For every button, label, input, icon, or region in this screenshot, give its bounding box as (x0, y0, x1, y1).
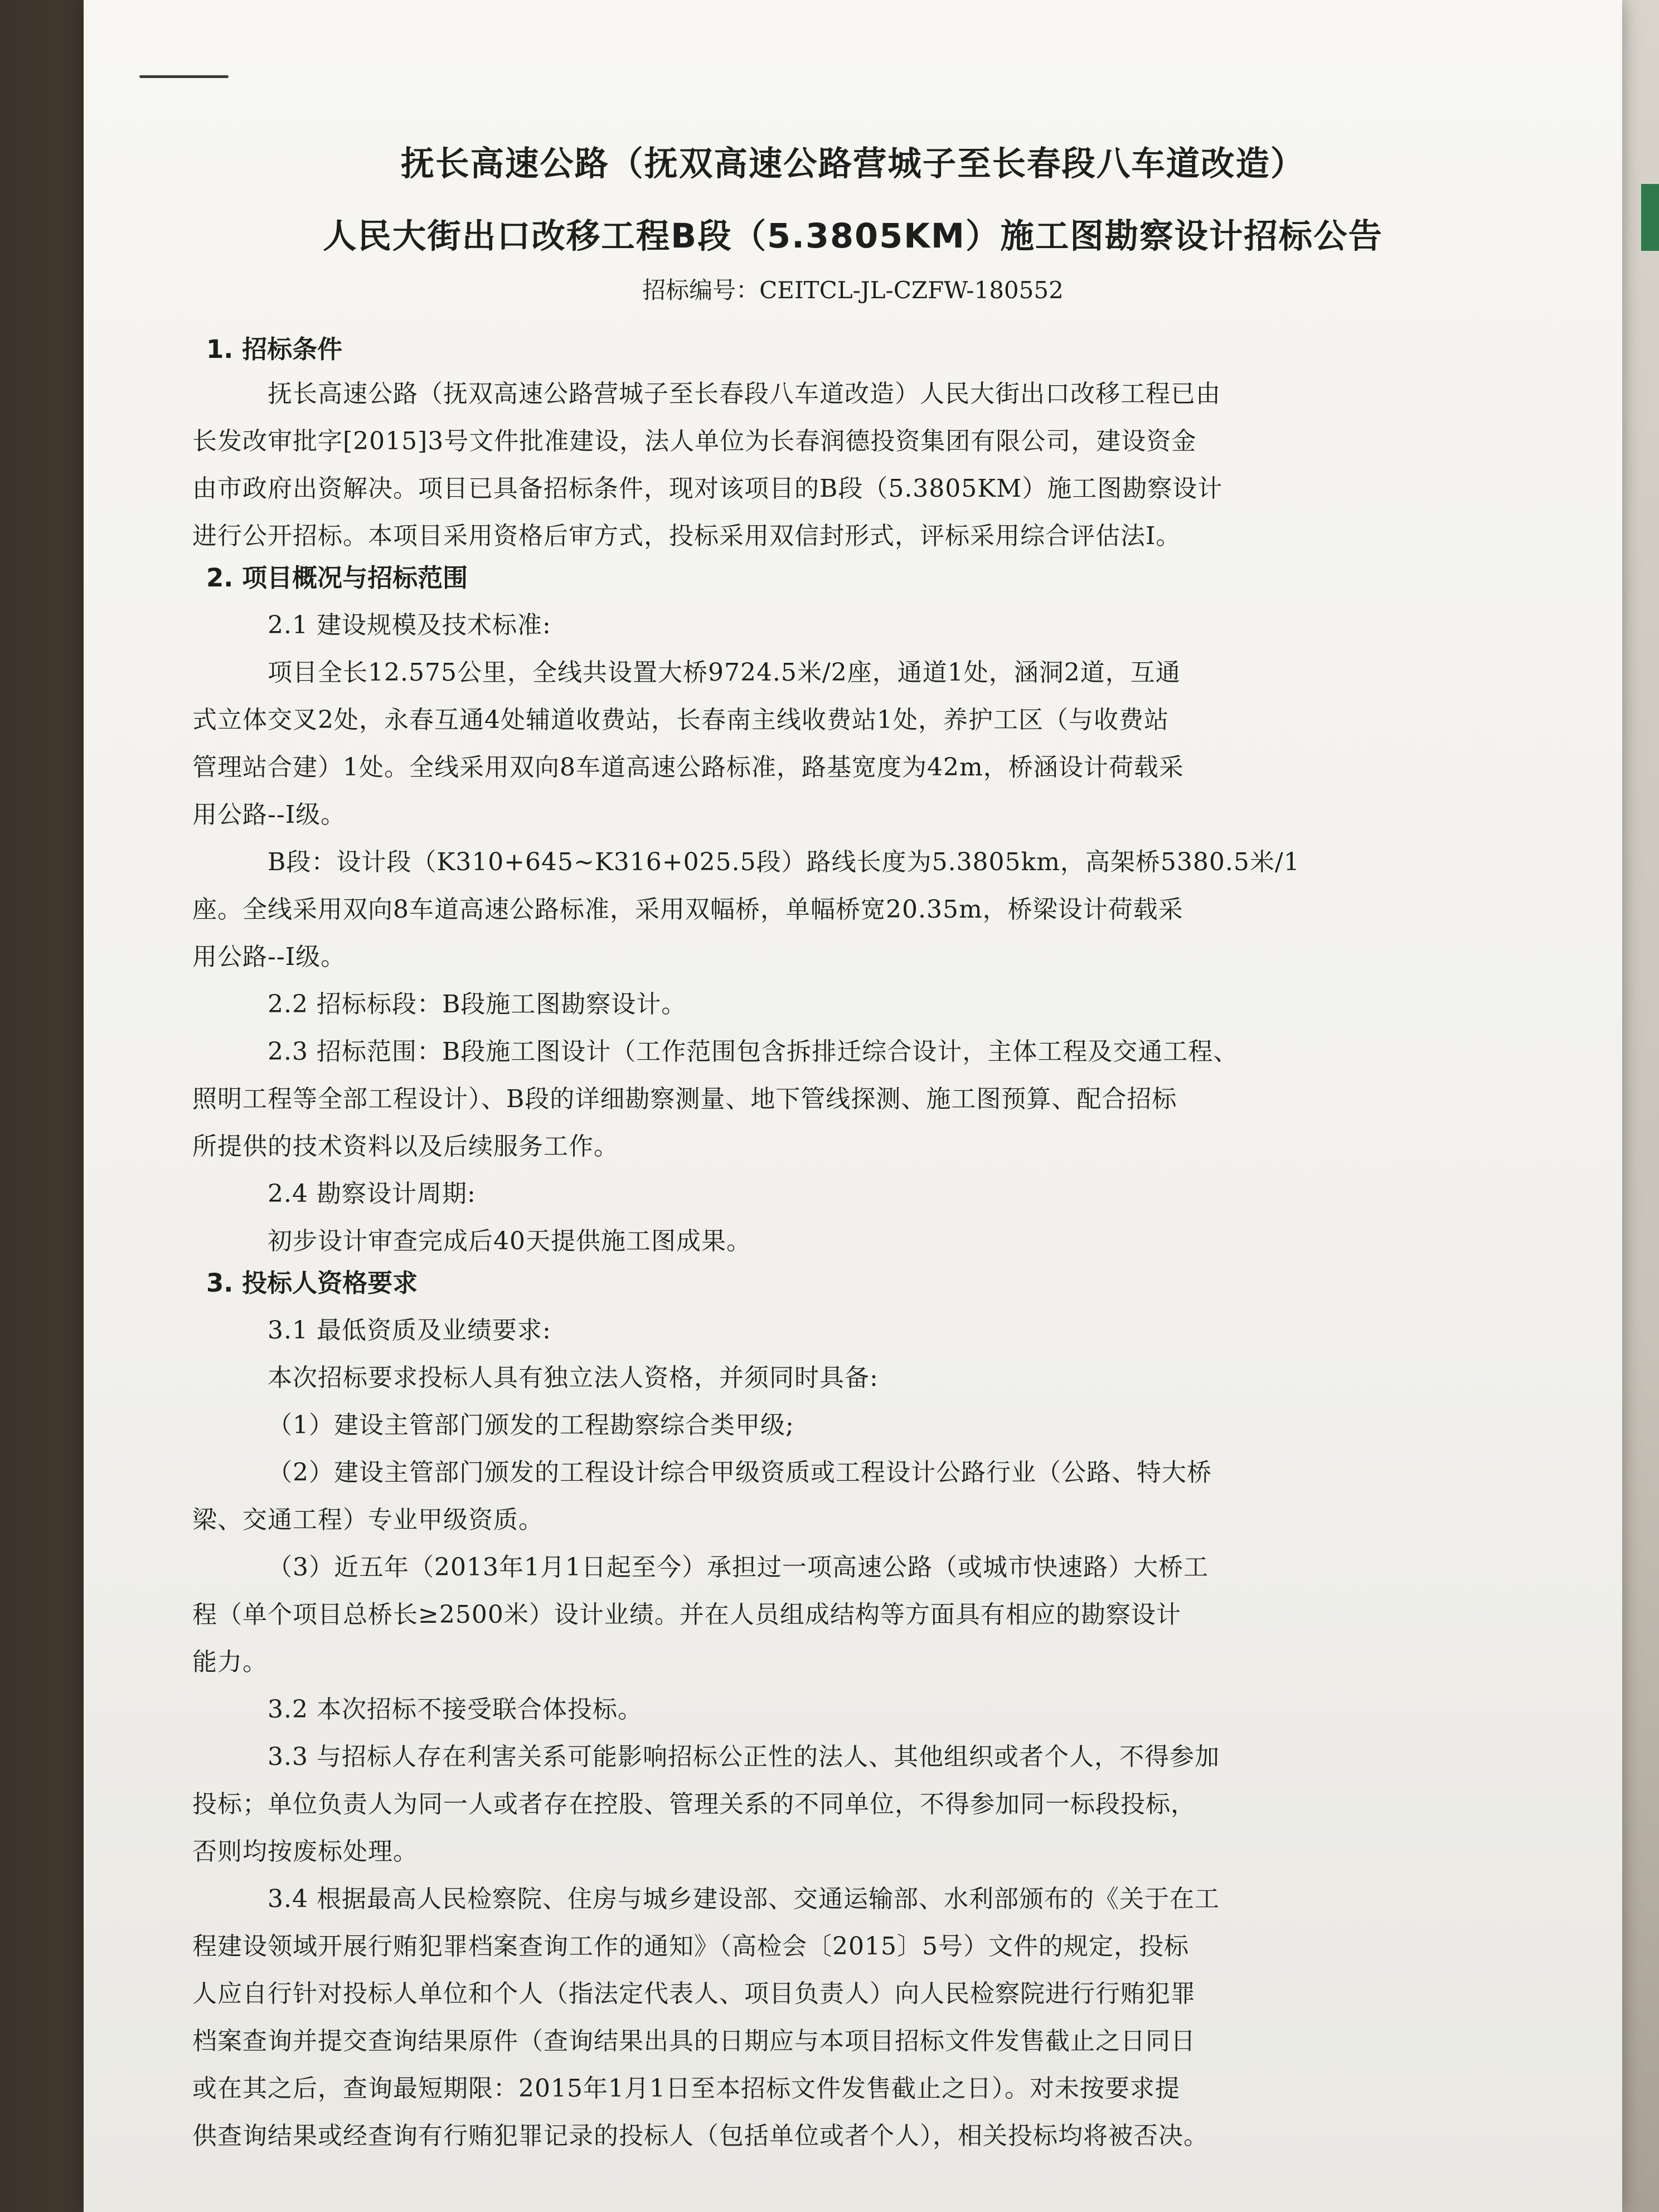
section-3-1-item-3-line: 程（单个项目总桥长≥2500米）设计业绩。并在人员组成结构等方面具有相应的勘察设计 (192, 1600, 1181, 1629)
section-2-1b-line: 座。全线采用双向8车道高速公路标准，采用双幅桥，单幅桥宽20.35m，桥梁设计荷载采 (192, 895, 1183, 924)
section-1-line: 进行公开招标。本项目采用资格后审方式，投标采用双信封形式，评标采用综合评估法I。 (192, 522, 1181, 550)
section-2-1-line: 用公路--I级。 (192, 801, 346, 829)
section-3-1-item-2-line: （2）建设主管部门颁发的工程设计综合甲级资质或工程设计公路行业（公路、特大桥 (268, 1458, 1212, 1487)
document-page (84, 0, 1622, 2212)
title-line-2: 人民大街出口改移工程B段（5.3805KM）施工图勘察设计招标公告 (323, 217, 1383, 256)
section-3-3-line: 3.3 与招标人存在利害关系可能影响招标公正性的法人、其他组织或者个人，不得参加 (268, 1743, 1220, 1771)
bid-number: 招标编号：CEITCL-JL-CZFW-180552 (642, 276, 1064, 304)
section-2-1-line: 管理站合建）1处。全线采用双向8车道高速公路标准，路基宽度为42m，桥涵设计荷载采 (192, 753, 1184, 782)
section-3-4-line: 3.4 根据最高人民检察院、住房与城乡建设部、交通运输部、水利部颁布的《关于在工 (268, 1885, 1220, 1913)
section-2-3-line: 2.3 招标范围：B段施工图设计（工作范围包含拆排迁综合设计，主体工程及交通工程、 (268, 1037, 1239, 1066)
section-2-1-line: 项目全长12.575公里，全线共设置大桥9724.5米/2座，通道1处，涵洞2道，互通 (268, 658, 1181, 687)
section-2-4-title: 2.4 勘察设计周期: (268, 1180, 476, 1208)
section-3-1-item-3-line: 能力。 (192, 1648, 268, 1676)
section-3-4-line: 档案查询并提交查询结果原件（查询结果出具的日期应与本项目招标文件发售截止之日同日 (192, 2027, 1196, 2055)
section-1-line: 长发改审批字[2015]3号文件批准建设，法人单位为长春润德投资集团有限公司，建设资金 (192, 427, 1197, 455)
section-2-1-title: 2.1 建设规模及技术标准: (268, 611, 551, 639)
section-3-4-line: 或在其之后，查询最短期限：2015年1月1日至本招标文件发售截止之日）。对未按要求提 (192, 2074, 1180, 2103)
section-2-4-text: 初步设计审查完成后40天提供施工图成果。 (268, 1227, 751, 1255)
title-line-1: 抚长高速公路（抚双高速公路营城子至长春段八车道改造） (400, 144, 1306, 183)
section-3-4-line: 程建设领域开展行贿犯罪档案查询工作的通知》（高检会〔2015〕5号）文件的规定，投标 (192, 1932, 1189, 1961)
section-3-4-line: 供查询结果或经查询有行贿犯罪记录的投标人（包括单位或者个人），相关投标均将被否决。 (192, 2122, 1209, 2150)
section-3-3-line: 投标；单位负责人为同一人或者存在控股、管理关系的不同单位，不得参加同一标段投标， (192, 1790, 1196, 1818)
section-1-line: 抚长高速公路（抚双高速公路营城子至长春段八车道改造）人民大街出口改移工程已由 (268, 380, 1221, 408)
section-1-heading: 1. 招标条件 (206, 334, 343, 364)
section-2-heading: 2. 项目概况与招标范围 (206, 563, 468, 593)
table-edge (1622, 0, 1659, 2212)
section-3-1-item-3-line: （3）近五年（2013年1月1日起至今）承担过一项高速公路（或城市快速路）大桥工 (268, 1553, 1209, 1582)
section-2-1b-line: B段：设计段（K310+645~K316+025.5段）路线长度为5.3805km，高架桥5380.5米/1 (268, 848, 1300, 876)
green-object-edge (1641, 184, 1659, 251)
section-3-4-line: 人应自行针对投标人单位和个人（指法定代表人、项目负责人）向人民检察院进行行贿犯罪 (192, 1980, 1196, 2008)
section-3-heading: 3. 投标人资格要求 (206, 1268, 418, 1298)
pen-mark (139, 75, 229, 78)
section-3-1-intro: 本次招标要求投标人具有独立法人资格，并须同时具备: (268, 1364, 879, 1392)
section-3-1-item-2-line: 梁、交通工程）专业甲级资质。 (192, 1506, 544, 1534)
section-3-2: 3.2 本次招标不接受联合体投标。 (268, 1695, 643, 1724)
section-2-2: 2.2 招标标段：B段施工图勘察设计。 (268, 990, 687, 1018)
section-2-3-line: 所提供的技术资料以及后续服务工作。 (192, 1132, 619, 1161)
section-2-3-line: 照明工程等全部工程设计）、B段的详细勘察测量、地下管线探测、施工图预算、配合招标 (192, 1085, 1177, 1113)
section-2-1-line: 式立体交叉2处，永春互通4处辅道收费站，长春南主线收费站1处，养护工区（与收费站 (192, 706, 1169, 734)
section-3-1-item-1: （1）建设主管部门颁发的工程勘察综合类甲级; (268, 1411, 794, 1439)
section-1-line: 由市政府出资解决。项目已具备招标条件，现对该项目的B段（5.3805KM）施工图勘察设计 (192, 474, 1223, 503)
section-3-3-line: 否则均按废标处理。 (192, 1837, 418, 1866)
section-3-1-title: 3.1 最低资质及业绩要求: (268, 1316, 551, 1345)
section-2-1b-line: 用公路--I级。 (192, 943, 346, 971)
